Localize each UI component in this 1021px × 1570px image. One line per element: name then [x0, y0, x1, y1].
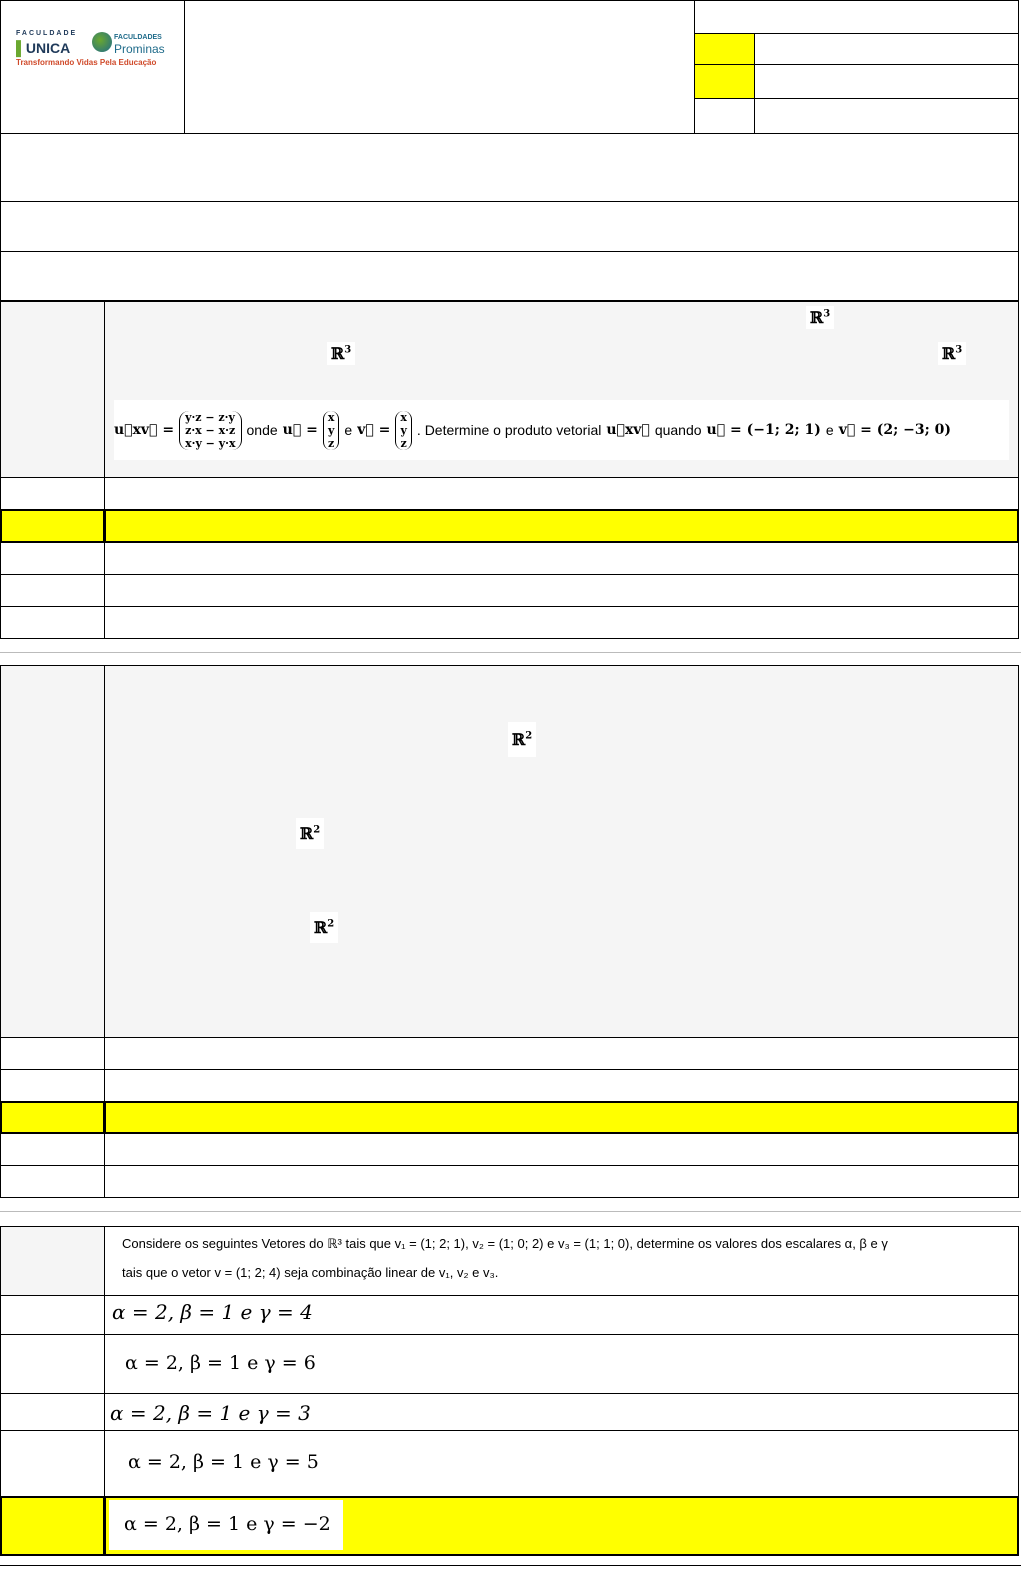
- logo-unica-text: ▌UNICA: [16, 40, 71, 56]
- header-title-cell: [184, 0, 695, 134]
- q2-option-a-label: [0, 1037, 105, 1070]
- v-x: x: [400, 410, 407, 424]
- u-x: x: [327, 410, 335, 424]
- info-row-1: [0, 133, 1019, 202]
- info-row-3: [0, 251, 1019, 302]
- q1-option-c[interactable]: [104, 542, 1019, 575]
- q1-option-e-label: [0, 606, 105, 639]
- header-right-row3-key: [694, 98, 755, 134]
- q2-number-cell: [0, 665, 105, 1038]
- r2-symbol-3: [310, 912, 338, 943]
- r3-symbol-2: [327, 342, 355, 365]
- q2-statement-cell: [104, 665, 1019, 1038]
- u-value: u⃗ = (−1; 2; 1): [706, 422, 821, 438]
- q3-option-d-label: [0, 1430, 105, 1497]
- q3-option-d-text: α = 2, β = 1 e γ = 5: [128, 1451, 319, 1473]
- r3-exp: 3: [823, 308, 831, 320]
- logo-unica-word: UNICA: [25, 40, 71, 56]
- q1-number-cell: [0, 301, 105, 478]
- formula-lhs: u⃗xv⃗ =: [114, 422, 175, 438]
- r3-letter: ℝ: [331, 344, 345, 363]
- q1-formula: [114, 400, 1009, 460]
- q3-option-b-label: [0, 1334, 105, 1394]
- matrix-row-2: z·x − x·z: [185, 423, 236, 437]
- uxv: u⃗xv⃗: [606, 422, 650, 438]
- r3-letter: ℝ: [810, 308, 824, 327]
- onde-word: onde: [246, 422, 278, 438]
- q2-option-c-label: [0, 1101, 105, 1134]
- q2-option-c[interactable]: [104, 1101, 1019, 1134]
- q3-option-a-text: α = 2, β = 1 e γ = 4: [112, 1300, 313, 1324]
- q1-option-e[interactable]: [104, 606, 1019, 639]
- quando-word: quando: [654, 422, 702, 438]
- header-right-row2-key: [694, 64, 755, 99]
- q2-option-e[interactable]: [104, 1165, 1019, 1198]
- u-z: z: [328, 436, 335, 450]
- logo-faculdade-text: FACULDADE: [16, 30, 78, 37]
- matrix-row-1: y·z − z·y: [185, 410, 235, 424]
- q2-option-b[interactable]: [104, 1069, 1019, 1102]
- q2-option-e-label: [0, 1165, 105, 1198]
- q2-option-a[interactable]: [104, 1037, 1019, 1070]
- q2-option-d[interactable]: [104, 1133, 1019, 1166]
- q3-statement-line-2: tais que o vetor v = (1; 2; 4) seja combinação linear de v₁, v₂ e v₃.: [122, 1265, 499, 1280]
- info-row-2: [0, 201, 1019, 252]
- matrix-row-3: x·y − y·x: [185, 436, 236, 450]
- separator-3: [0, 1565, 1021, 1566]
- q3-statement-line-1: Considere os seguintes Vetores do ℝ³ tais que v₁ = (1; 2; 1), v₂ = (1; 0; 2) e v₃ = (1; 1; 0), determine os valores dos escalares α, β e γ: [122, 1236, 888, 1251]
- q3-option-e-label: [0, 1496, 105, 1556]
- q2-option-b-label: [0, 1069, 105, 1102]
- r2-exp: 2: [327, 918, 335, 930]
- q2-option-d-label: [0, 1133, 105, 1166]
- q1-option-b[interactable]: [104, 509, 1019, 543]
- r3-symbol-1: [806, 306, 834, 329]
- u-label: u⃗ =: [282, 422, 318, 438]
- q1-option-a-label: [0, 477, 105, 510]
- v-label: v⃗ =: [357, 422, 391, 438]
- e-word: e: [344, 422, 353, 438]
- q1-option-d[interactable]: [104, 574, 1019, 607]
- separator-2: [0, 1211, 1021, 1212]
- r2-letter: ℝ: [314, 918, 328, 937]
- r2-letter: ℝ: [300, 824, 314, 843]
- v-y: y: [400, 423, 407, 437]
- header-right-row1-key: [694, 33, 755, 65]
- header-right-row1-value: [754, 33, 1019, 65]
- q3-number-cell: [0, 1226, 105, 1296]
- v-vector-column: [395, 411, 412, 450]
- q3-option-e-text: α = 2, β = 1 e γ = −2: [124, 1513, 331, 1535]
- r3-exp: 3: [344, 344, 352, 356]
- q3-option-c-label: [0, 1393, 105, 1431]
- v-value: v⃗ = (2; −3; 0): [838, 422, 952, 438]
- r2-letter: ℝ: [512, 730, 526, 749]
- header-right-row2-value: [754, 64, 1019, 99]
- logo-faculdades-text: FACULDADES: [114, 34, 162, 41]
- r2-symbol-2: [296, 818, 324, 849]
- r3-symbol-3: [938, 342, 966, 365]
- r2-symbol-1: [508, 722, 536, 757]
- e-word-2: e: [825, 422, 834, 438]
- header-right-top: [694, 0, 1019, 34]
- globe-icon: [92, 32, 112, 52]
- q1-text: . Determine o produto vetorial: [416, 422, 602, 438]
- r3-letter: ℝ: [942, 344, 956, 363]
- q3-option-c-text: α = 2, β = 1 e γ = 3: [110, 1401, 311, 1425]
- q1-option-b-label: [0, 509, 105, 543]
- v-z: z: [400, 436, 407, 450]
- logo-slogan: Transformando Vidas Pela Educação: [16, 58, 157, 67]
- header-right-row3-value: [754, 98, 1019, 134]
- q1-option-d-label: [0, 574, 105, 607]
- r2-exp: 2: [525, 730, 533, 742]
- q3-option-b-text: α = 2, β = 1 e γ = 6: [125, 1352, 316, 1374]
- q1-option-c-label: [0, 542, 105, 575]
- u-vector-column: [323, 411, 340, 450]
- r3-exp: 3: [955, 344, 963, 356]
- u-y: y: [327, 423, 335, 437]
- logo-prominas-text: Prominas: [114, 42, 165, 56]
- q1-option-a[interactable]: [104, 477, 1019, 510]
- q3-option-a-label: [0, 1295, 105, 1335]
- cross-matrix: [179, 411, 241, 450]
- separator-1: [0, 652, 1021, 653]
- r2-exp: 2: [313, 824, 321, 836]
